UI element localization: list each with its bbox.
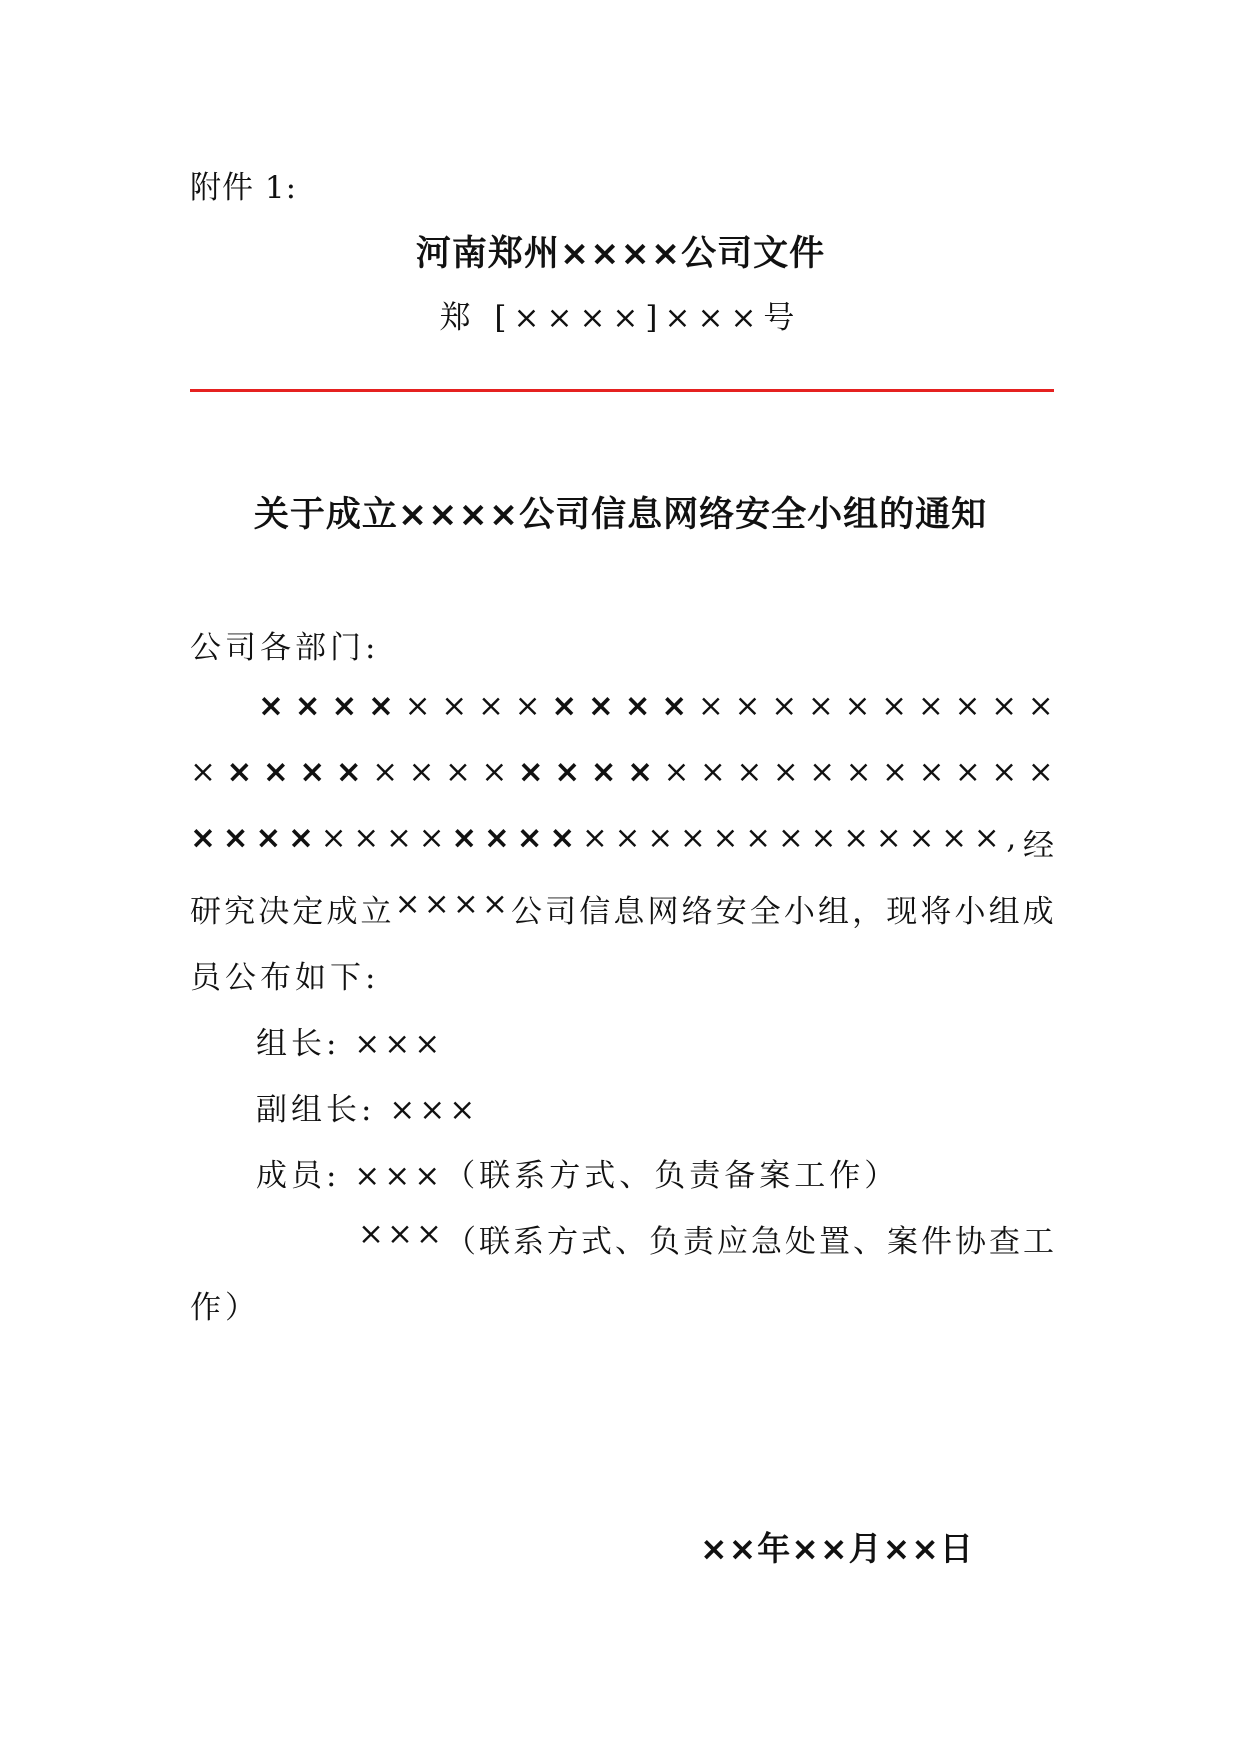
glyph: ×	[882, 754, 908, 790]
glyph: ×	[441, 688, 468, 724]
glyph: ×	[554, 754, 581, 790]
glyph: ×	[294, 688, 321, 724]
glyph: ×	[514, 688, 541, 724]
glyph: ×	[661, 688, 688, 724]
glyph: 式	[580, 1224, 612, 1260]
glyph: 工	[1022, 1224, 1054, 1260]
glyph: ×	[287, 820, 314, 856]
glyph: ×	[1027, 688, 1054, 724]
glyph: ×	[772, 754, 799, 790]
document-header-title: 河南郑州××××公司文件	[415, 234, 826, 274]
glyph: 定	[292, 894, 324, 930]
red-divider	[190, 389, 1054, 392]
glyph: 系	[512, 1224, 544, 1260]
glyph: ×	[954, 754, 981, 790]
member-2-line-1	[358, 1216, 1054, 1261]
glyph: ×	[408, 754, 435, 790]
glyph: 立	[360, 894, 392, 930]
glyph: 责	[682, 1224, 714, 1260]
glyph: ×	[917, 688, 944, 724]
glyph: ×	[372, 754, 399, 790]
member-2-line-2: 作）	[190, 1290, 260, 1326]
glyph: 置	[818, 1224, 850, 1260]
glyph: ×	[734, 688, 761, 724]
glyph: 司	[545, 894, 577, 930]
glyph: 方	[546, 1224, 578, 1260]
glyph: ×	[394, 886, 421, 922]
glyph: ×	[918, 754, 945, 790]
glyph: ×	[386, 1216, 413, 1252]
glyph: ×	[679, 820, 706, 856]
glyph: ×	[699, 754, 726, 790]
glyph: ×	[663, 754, 690, 790]
glyph: 应	[716, 1224, 748, 1260]
glyph: ×	[991, 688, 1018, 724]
glyph: ×	[745, 820, 772, 856]
glyph: ×	[614, 820, 641, 856]
glyph: ×	[255, 820, 282, 856]
member-leader: 组长: ×××	[256, 1026, 445, 1062]
glyph: 信	[579, 894, 611, 930]
glyph: ×	[404, 688, 431, 724]
salutation: 公司各部门:	[190, 630, 380, 666]
glyph: 络	[681, 894, 713, 930]
glyph: ×	[954, 688, 981, 724]
glyph: ×	[415, 1216, 442, 1252]
glyph: ×	[320, 820, 347, 856]
glyph: ×	[549, 820, 576, 856]
glyph: ×	[973, 820, 1000, 856]
glyph: 协	[954, 1224, 986, 1260]
glyph: 网	[647, 894, 679, 930]
glyph: ×	[367, 688, 394, 724]
glyph: ×	[587, 688, 614, 724]
glyph: ×	[299, 754, 326, 790]
attachment-label: 附件 1:	[190, 170, 298, 206]
glyph: 成	[1022, 894, 1054, 930]
glyph: 案	[886, 1224, 918, 1260]
glyph: ,	[1006, 820, 1017, 856]
glyph: ×	[222, 820, 249, 856]
glyph: ×	[777, 820, 804, 856]
paragraph-line-5: 员公布如下:	[190, 960, 380, 996]
glyph: 件	[920, 1224, 952, 1260]
glyph: 现	[886, 894, 918, 930]
paragraph-line-3	[190, 820, 1054, 865]
glyph: 将	[920, 894, 952, 930]
glyph: 负	[648, 1224, 680, 1260]
glyph: ×	[551, 688, 578, 724]
glyph: 处	[784, 1224, 816, 1260]
member-deputy: 副组长: ×××	[256, 1092, 480, 1128]
glyph: 研	[190, 894, 221, 930]
glyph: 联	[478, 1224, 510, 1260]
glyph: ×	[481, 886, 508, 922]
glyph: 组	[818, 894, 850, 930]
glyph: ×	[331, 688, 358, 724]
glyph: ×	[843, 820, 870, 856]
glyph: ×	[452, 886, 479, 922]
glyph: ×	[581, 820, 608, 856]
paragraph-line-4	[190, 886, 1054, 931]
glyph: ×	[810, 820, 837, 856]
glyph: 经	[1022, 828, 1054, 864]
glyph: ×	[647, 820, 674, 856]
glyph: 小	[954, 894, 986, 930]
glyph: ×	[844, 688, 871, 724]
glyph: ×	[736, 754, 763, 790]
glyph: ×	[624, 688, 651, 724]
glyph: 、	[852, 1224, 884, 1260]
glyph: ×	[190, 820, 216, 856]
glyph: ×	[385, 820, 412, 856]
glyph: ×	[517, 754, 544, 790]
glyph: ×	[258, 688, 284, 724]
glyph: ×	[226, 754, 253, 790]
glyph: ，	[852, 894, 884, 930]
glyph: ×	[423, 886, 450, 922]
document-number: 郑 [××××]×××号	[439, 300, 802, 336]
glyph: ×	[418, 820, 445, 856]
glyph: ×	[1027, 754, 1054, 790]
glyph: ×	[627, 754, 654, 790]
glyph: ×	[451, 820, 478, 856]
glyph: 息	[613, 894, 645, 930]
glyph: ×	[908, 820, 935, 856]
glyph: ×	[262, 754, 289, 790]
glyph: ×	[845, 754, 872, 790]
glyph: 小	[783, 894, 815, 930]
glyph: ×	[941, 820, 968, 856]
member-1: 成员: ×××（联系方式、负责备案工作）	[256, 1158, 900, 1194]
glyph: ×	[444, 754, 471, 790]
glyph: ×	[353, 820, 380, 856]
glyph: 安	[715, 894, 747, 930]
glyph: ×	[712, 820, 739, 856]
document-date: ××年××月××日	[700, 1529, 974, 1568]
glyph: ×	[771, 688, 798, 724]
glyph: ×	[809, 754, 836, 790]
glyph: 决	[258, 894, 290, 930]
glyph: 查	[988, 1224, 1020, 1260]
glyph: ×	[875, 820, 902, 856]
glyph: ×	[483, 820, 510, 856]
glyph: 究	[224, 894, 256, 930]
glyph: 急	[750, 1224, 782, 1260]
glyph: ×	[590, 754, 617, 790]
glyph: ×	[881, 688, 908, 724]
paragraph-line-1	[258, 688, 1054, 724]
notice-title: 关于成立××××公司信息网络安全小组的通知	[253, 495, 988, 535]
glyph: ×	[190, 754, 216, 790]
glyph: 公	[511, 894, 543, 930]
glyph: ×	[477, 688, 504, 724]
glyph: 全	[749, 894, 781, 930]
glyph: 、	[614, 1224, 646, 1260]
glyph: 组	[988, 894, 1020, 930]
glyph: ×	[697, 688, 724, 724]
glyph: ×	[358, 1216, 384, 1252]
glyph: ×	[335, 754, 362, 790]
glyph: ×	[991, 754, 1018, 790]
glyph: 成	[326, 894, 358, 930]
glyph: ×	[481, 754, 508, 790]
glyph: （	[444, 1224, 476, 1260]
glyph: ×	[516, 820, 543, 856]
paragraph-line-2	[190, 754, 1054, 790]
glyph: ×	[807, 688, 834, 724]
